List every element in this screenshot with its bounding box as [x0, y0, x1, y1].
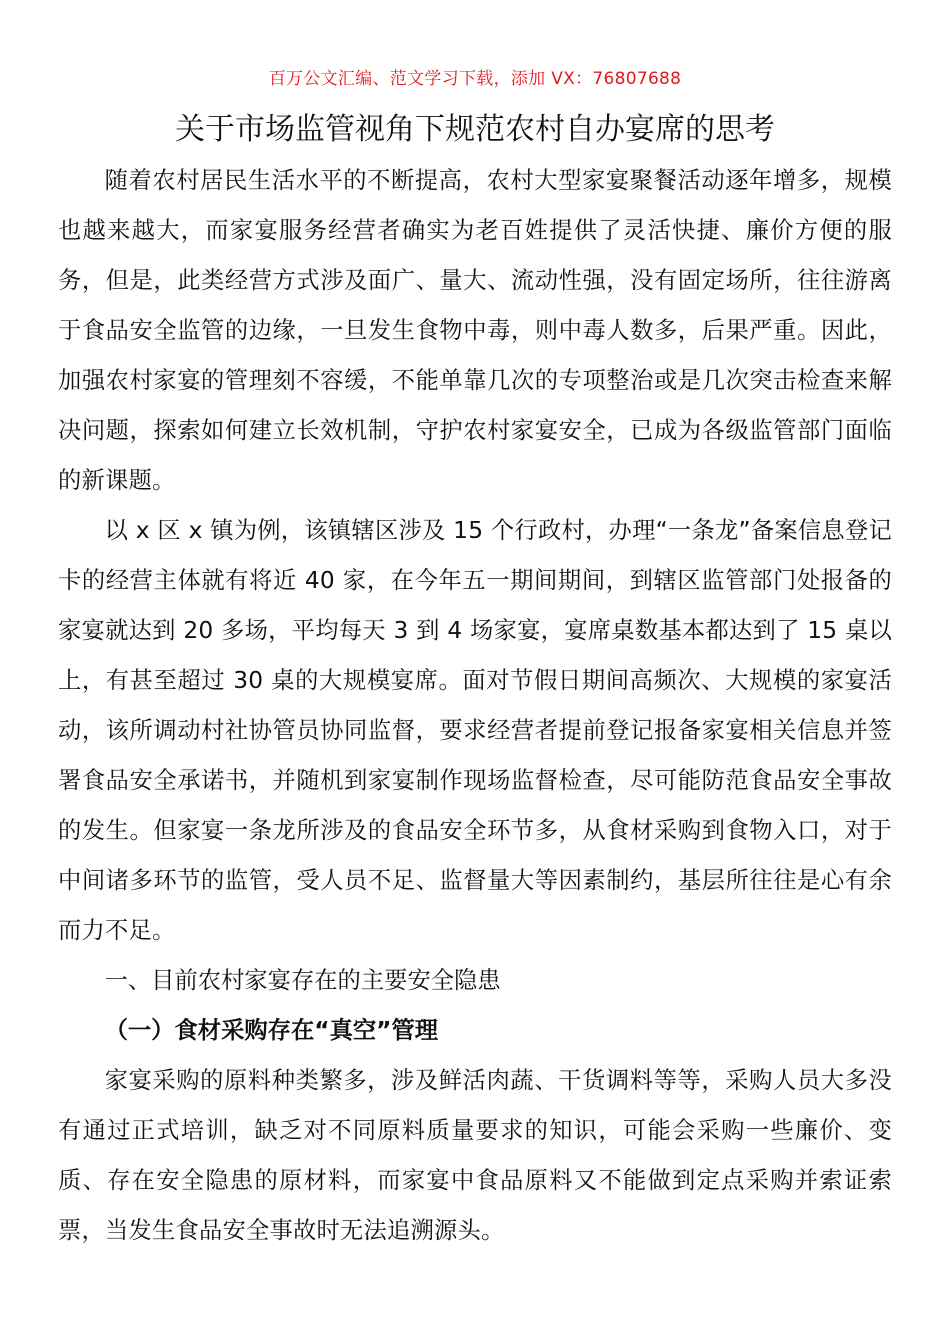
document-body — [58, 156, 892, 1256]
paragraph-example: 以 x 区 x 镇为例，该镇辖区涉及 15 个行政村，办理“一条龙”备案信息登记卡的经营主体就有将近 40 家，在今年五一期间期间，到辖区监管部门处报备的家宴就达到 20 多场，平均每天 3 到 4 场家宴，宴席桌数基本都达到了 15 桌以上，有甚至超过 30 桌的大规模宴席。面对节假日期间高频次、大规模的家宴活动，该所调动村社协管员协同监督，要求经营者提前登记报备家宴相关信息并签署食品安全承诺书，并随机到家宴制作现场监督检查，尽可能防范食品安全事故的发生。但家宴一条龙所涉及的食品安全环节多，从食材采购到食物入口，对于中间诸多环节的监管，受人员不足、监督量大等因素制约，基层所往往是心有余而力不足。 — [58, 517, 892, 944]
paragraph-intro: 随着农村居民生活水平的不断提高，农村大型家宴聚餐活动逐年增多，规模也越来越大，而家宴服务经营者确实为老百姓提供了灵活快捷、廉价方便的服务，但是，此类经营方式涉及面广、量大、流动性强，没有固定场所，往往游离于食品安全监管的边缘，一旦发生食物中毒，则中毒人数多，后果严重。因此，加强农村家宴的管理刻不容缓，不能单靠几次的专项整治或是几次突击检查来解决问题，探索如何建立长效机制，守护农村家宴安全，已成为各级监管部门面临的新课题。 — [58, 167, 892, 494]
paragraph-procurement: 家宴采购的原料种类繁多，涉及鲜活肉蔬、干货调料等等，采购人员大多没有通过正式培训，缺乏对不同原料质量要求的知识，可能会采购一些廉价、变质、存在安全隐患的原材料，而家宴中食品原料又不能做到定点采购并索证索票，当发生食品安全事故时无法追溯源头。 — [58, 1067, 892, 1244]
header-note: 百万公文汇编、范文学习下载，添加 VX：76807688 — [268, 69, 682, 89]
document-title: 关于市场监管视角下规范农村自办宴席的思考 — [175, 112, 775, 147]
section-heading: 一、目前农村家宴存在的主要安全隐患 — [104, 967, 501, 994]
subsection-heading: （一）食材采购存在“真空”管理 — [104, 1017, 439, 1044]
